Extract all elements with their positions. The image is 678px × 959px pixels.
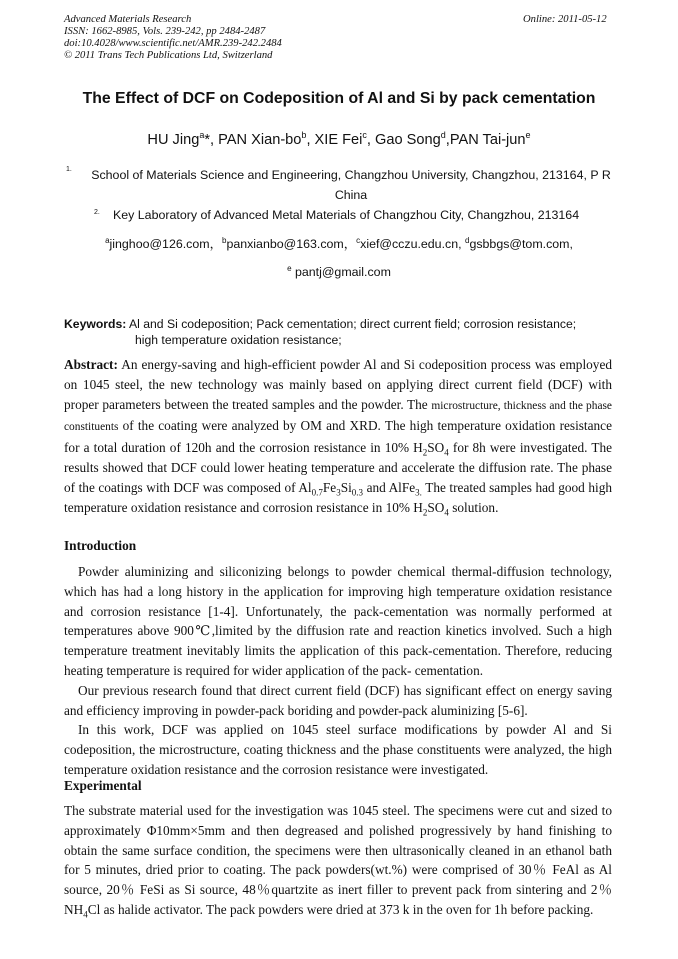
subscript: 4 <box>444 507 449 518</box>
subscript: 2 <box>422 447 428 458</box>
abstract-label: Abstract: <box>64 357 118 372</box>
affiliation-number-1: 1. <box>66 166 72 173</box>
keywords-label: Keywords: <box>64 317 127 331</box>
paragraph: Cl as halide activator. The pack powders were dried at 373 k in the oven for 1h before packing. <box>87 901 594 917</box>
author-sup: d <box>440 130 446 141</box>
abstract-text: for 8h were investigated. The results showed that DCF could lower heating temperature and accelerate the diffusion rate. The phase of the coatings with DCF was composed of Al <box>64 440 612 495</box>
subscript: 4 <box>83 909 88 920</box>
paragraph: The substrate material used for the investigation was 1045 steel. The specimens were cut and sized to approximately Φ10mm×5mm and then degreased and polished progressively by hand finishing to obtain the same surface condition, the specimens were then ultrasonically cleaned in an ethanol bath for 5 minutes, dried prior to coating. The pack powders(wt.%) were comprised of 30％ FeAl as Al source, 20％ FeSi as Si source, 48％quartzite as inert filler to prevent pack from sintering and 2％ NH <box>64 803 612 917</box>
paragraph: Powder aluminizing and siliconizing belongs to powder chemical thermal-diffusion technology, which has had a long history in the application for improving high temperature oxidation resistance and corrosion resistance [1-4]. Unfortunately, the pack-cementation was normally performed at temperatures above 900℃,limited by the diffusion rate and reaction kinetics involved. Such a high temperature treatment inevitably limits the application of this pack-cementation. Therefore, reducing heating temperature is required for wider application of the pack- cementation. <box>64 564 612 678</box>
keywords-text2: high temperature oxidation resistance; <box>135 333 342 347</box>
doi: doi:10.4028/www.scientific.net/AMR.239-242.2484 <box>64 38 282 50</box>
affiliation-number-2: 2. <box>94 209 100 216</box>
email-d[interactable]: gsbbgs@tom.com, <box>469 237 573 251</box>
paragraph: Our previous research found that direct current field (DCF) has significant effect on energy saving and efficiency improving in powder-pack boriding and powder-pack aluminizing [5-6]. <box>64 682 612 718</box>
author-name: Gao Song <box>375 132 441 148</box>
author-sup: a <box>199 130 205 141</box>
abstract-text: Fe <box>322 479 337 495</box>
subscript: 3. <box>415 487 422 498</box>
email-a[interactable]: jinghoo@126.com <box>109 237 210 251</box>
author-sep: *, <box>204 132 219 148</box>
email-list <box>40 234 638 252</box>
email-sup: a <box>105 235 110 245</box>
author-name: PAN Tai-jun <box>449 132 526 148</box>
online-date: Online: 2011-05-12 <box>523 14 607 25</box>
author-name: XIE Fei <box>314 132 363 148</box>
abstract-text: An energy-saving and high-efficient powder Al and Si codeposition process was employed on 1045 steel, the new technology was mainly based on applying direct current field (DCF) with proper parameters between the treated samples and the powder. The <box>64 357 612 412</box>
email-sep: ， <box>209 237 222 251</box>
abstract-text: microstructure, thickness and the phase constituents <box>64 399 612 434</box>
author-sup: b <box>301 130 307 141</box>
author-sep: , <box>366 132 376 148</box>
issn: ISSN: 1662-8985, Vols. 239-242, pp 2484-2487 <box>64 26 266 38</box>
journal-header <box>64 14 282 62</box>
author-name: HU Jing <box>147 132 200 148</box>
author-name: PAN Xian-bo <box>218 132 302 148</box>
abstract-text: The treated samples had good high temperature oxidation resistance and corrosion resistance in 10% H <box>64 479 612 515</box>
affiliation-1 <box>84 165 618 205</box>
email-line-2 <box>40 265 638 279</box>
abstract-text: solution. <box>448 499 499 515</box>
abstract-text: SO <box>427 499 445 515</box>
email-sup: b <box>221 235 227 245</box>
subscript: 3 <box>336 487 341 498</box>
abstract-text: Si <box>340 479 352 495</box>
affiliation-1-line1: School of Materials Science and Engineering, Changzhou University, Changzhou, 213164, P R <box>91 168 611 182</box>
email-sup: c <box>356 235 361 245</box>
email-sep: ， <box>343 237 357 251</box>
keywords <box>64 316 612 348</box>
subscript: 2 <box>422 507 428 518</box>
keywords-text1: Al and Si codeposition; Pack cementation; direct current field; corrosion resistance; <box>126 317 577 331</box>
introduction-body <box>64 562 612 780</box>
introduction-heading: Introduction <box>64 538 137 553</box>
keywords-line1 <box>64 316 612 332</box>
affiliation-2: Key Laboratory of Advanced Metal Materials of Changzhou City, Changzhou, 213164 <box>113 208 580 222</box>
author-sep: , <box>445 132 450 148</box>
journal-name: Advanced Materials Research <box>64 14 192 25</box>
subscript: 0.3 <box>351 487 364 498</box>
abstract <box>64 355 612 517</box>
subscript: 0.7 <box>311 487 323 498</box>
email-sep: , <box>458 237 465 251</box>
copyright: © 2011 Trans Tech Publications Ltd, Switzerland <box>64 50 273 62</box>
email-b[interactable]: panxianbo@163.com <box>226 237 344 251</box>
experimental-body <box>64 801 612 920</box>
author-sep: , <box>306 132 315 148</box>
subscript: 4 <box>444 447 449 458</box>
affiliation-1-line2: China <box>334 188 368 202</box>
abstract-text: and AlFe <box>363 479 416 495</box>
email-e[interactable]: pantj@gmail.com <box>294 265 391 279</box>
author-sup: c <box>362 130 367 141</box>
abstract-text: SO <box>427 440 445 456</box>
abstract-text: of the coating were analyzed by OM and XRD. The high temperature oxidation resistance for a total duration of 120h and the corrosion resistance in 10% H <box>64 418 612 456</box>
email-c[interactable]: xief@cczu.edu.cn <box>360 237 459 251</box>
email-sup: e <box>287 263 292 273</box>
author-sup: e <box>525 130 531 141</box>
paper-title: The Effect of DCF on Codeposition of Al and Si by pack cementation <box>82 90 596 107</box>
experimental-heading: Experimental <box>64 778 142 793</box>
author-list <box>40 132 638 148</box>
paragraph: In this work, DCF was applied on 1045 steel surface modifications by powder Al and Si codeposition, the microstructure, coating thickness and the phase constituents were analyzed, the high temperature oxidation resistance and the corrosion resistance were investigated. <box>64 722 612 777</box>
email-sup: d <box>465 235 470 245</box>
